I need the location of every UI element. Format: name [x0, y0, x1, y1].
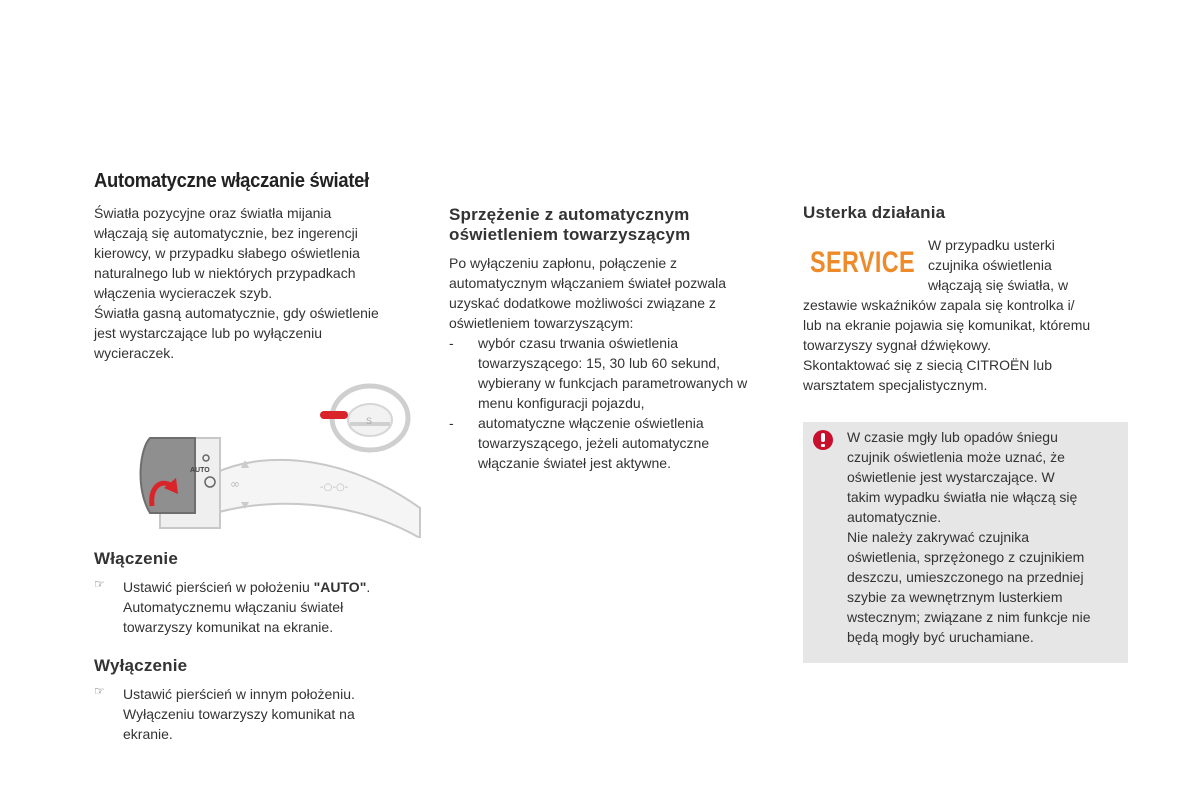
malfunction-line: towarzyszy sygnał dźwiękowy.: [803, 337, 992, 353]
svg-text:S: S: [366, 416, 373, 426]
on-instruction-line: Ustawić pierścień w położeniu "AUTO".: [123, 579, 371, 595]
intro-line: włączają się automatycznie, bez ingerencji: [94, 225, 358, 241]
warning-text: [847, 427, 1125, 647]
intro-line: naturalnego lub w niektórych przypadkach: [94, 265, 356, 281]
list-item-line: wybór czasu trwania oświetlenia: [478, 335, 678, 351]
follow-me-intro: [449, 253, 779, 473]
list-item-line: włączanie świateł jest aktywne.: [478, 455, 671, 471]
follow-me-heading: oświetleniem towarzyszącym: [449, 225, 691, 244]
warning-line: deszczu, umieszczonego na przedniej: [847, 569, 1084, 585]
service-warning-icon: SERVICE: [810, 246, 916, 279]
right-column: [803, 203, 1133, 223]
list-item-line: menu konfiguracji pojazdu,: [478, 395, 645, 411]
intro-line: Światła pozycyjne oraz światła mijania: [94, 205, 332, 221]
dash-marker: -: [449, 335, 454, 351]
follow-me-line: Po wyłączeniu zapłonu, połączenie z: [449, 255, 678, 271]
malfunction-line: lub na ekranie pojawia się komunikat, któremu: [803, 317, 1091, 333]
pointing-hand-icon: ☞: [94, 684, 105, 698]
list-item-line: automatyczne włączenie oświetlenia: [478, 415, 704, 431]
malfunction-line: Skontaktować się z siecią CITROËN lub: [803, 357, 1052, 373]
warning-line: wstecznym; związane z nim funkcje nie: [847, 609, 1091, 625]
warning-line: automatycznie.: [847, 509, 942, 525]
malfunction-line: czujnika oświetlenia: [928, 257, 1052, 273]
middle-column: [449, 205, 779, 245]
list-item-line: towarzyszącego: 15, 30 lub 60 sekund,: [478, 355, 721, 371]
off-instructions: [94, 684, 424, 744]
warning-line: Nie należy zakrywać czujnika: [847, 529, 1030, 545]
pointing-hand-icon: ☞: [94, 577, 105, 591]
warning-line: oświetlenie jest wystarczające. W: [847, 469, 1055, 485]
list-item: [449, 413, 779, 473]
off-section: [94, 656, 424, 676]
stalk-highlight: [320, 411, 348, 419]
on-instruction-line: Automatycznemu włączaniu świateł: [123, 599, 344, 615]
list-item-line: wybierany w funkcjach parametrowanych w: [478, 375, 748, 391]
malfunction-line: warsztatem specjalistycznym.: [803, 377, 988, 393]
on-section: [94, 549, 424, 569]
dash-marker: -: [449, 415, 454, 431]
follow-me-heading: Sprzężenie z automatycznym: [449, 205, 690, 224]
off-instruction-line: Ustawić pierścień w innym położeniu.: [123, 686, 355, 702]
off-instruction-line: Wyłączeniu towarzyszy komunikat na: [123, 706, 355, 722]
auto-ring-label: AUTO: [190, 467, 210, 474]
intro-line: kierowcy, w przypadku słabego oświetlenia: [94, 245, 360, 261]
page-title: Automatyczne włączanie świateł: [94, 170, 369, 192]
malfunction-heading: Usterka działania: [803, 203, 946, 222]
malfunction-body: [803, 295, 1133, 395]
warning-line: takim wypadku światła nie włączą się: [847, 489, 1078, 505]
on-heading: Włączenie: [94, 549, 178, 568]
warning-icon: [813, 430, 833, 450]
on-instructions: [94, 577, 424, 637]
warning-line: czujnik oświetlenia może uznać, że: [847, 449, 1065, 465]
off-instruction-line: ekranie.: [123, 726, 173, 742]
left-column: [94, 170, 424, 193]
follow-me-line: oświetleniem towarzyszącym:: [449, 315, 634, 331]
malfunction-side-text: [928, 235, 1128, 295]
off-heading: Wyłączenie: [94, 656, 188, 675]
malfunction-line: W przypadku usterki: [928, 237, 1055, 253]
intro-line: Światła gasną automatycznie, gdy oświetlenie: [94, 305, 379, 321]
warning-line: będą mogły być uruchamiane.: [847, 629, 1034, 645]
on-instruction-line: towarzyszy komunikat na ekranie.: [123, 619, 334, 635]
list-item-line: towarzyszącego, jeżeli automatyczne: [478, 435, 710, 451]
warning-line: oświetlenia, sprzężonego z czujnikiem: [847, 549, 1085, 565]
stalk-symbol-icon: ∞: [230, 477, 240, 491]
intro-paragraph: [94, 203, 424, 363]
follow-me-line: uzyskać dodatkowe możliwości związane z: [449, 295, 716, 311]
malfunction-line: włączają się światła, w: [928, 277, 1069, 293]
intro-line: wycieraczek.: [94, 345, 175, 361]
warning-line: W czasie mgły lub opadów śniegu: [847, 429, 1058, 445]
list-item: [449, 333, 779, 413]
follow-me-line: automatycznym włączaniem świateł pozwala: [449, 275, 726, 291]
warning-box: [803, 422, 1128, 663]
warning-line: szybie za wewnętrznym lusterkiem: [847, 589, 1063, 605]
light-stalk-illustration: [120, 378, 425, 538]
intro-line: włączenia wycieraczek szyb.: [94, 285, 273, 301]
malfunction-line: zestawie wskaźników zapala się kontrolka i/: [803, 297, 1075, 313]
svg-text:-○-○-: -○-○-: [320, 482, 349, 493]
intro-line: jest wystarczające lub po wyłączeniu: [94, 325, 322, 341]
